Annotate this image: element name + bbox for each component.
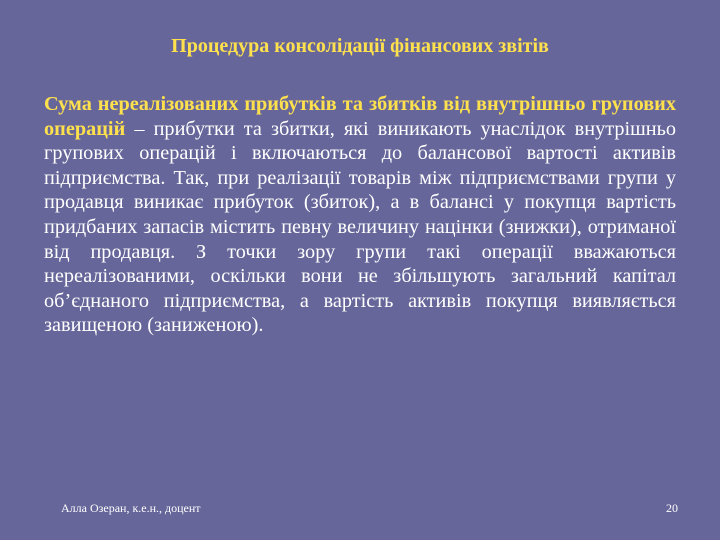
definition-paragraph <box>44 92 676 338</box>
defined-term: Сума нереалізованих прибутків та збитків від внутрішньо групових операцій <box>44 93 676 140</box>
definition-text: – прибутки та збитки, які виникають унаслідок внутрішньо групових операцій і включаються до балансової вартості активів підприємства. Так, при реалізації товарів між підприємствами групи у продавця виникає прибуток (збиток), а в балансі у покупця вартість придбаних запасів містить певну величину націнки (знижки), отриманої від продавця. З точки зору групи такі операції вважаються нереалізованими, оскільки вони не збільшують загальний капітал об’єднаного підприємства, а вартість активів покупця виявляється завищеною (заниженою). <box>44 117 676 337</box>
slide-title: Процедура консолідації фінансових звітів <box>171 35 549 57</box>
footer-author: Алла Озеран, к.е.н., доцент <box>61 501 201 515</box>
page-number: 20 <box>666 501 678 515</box>
